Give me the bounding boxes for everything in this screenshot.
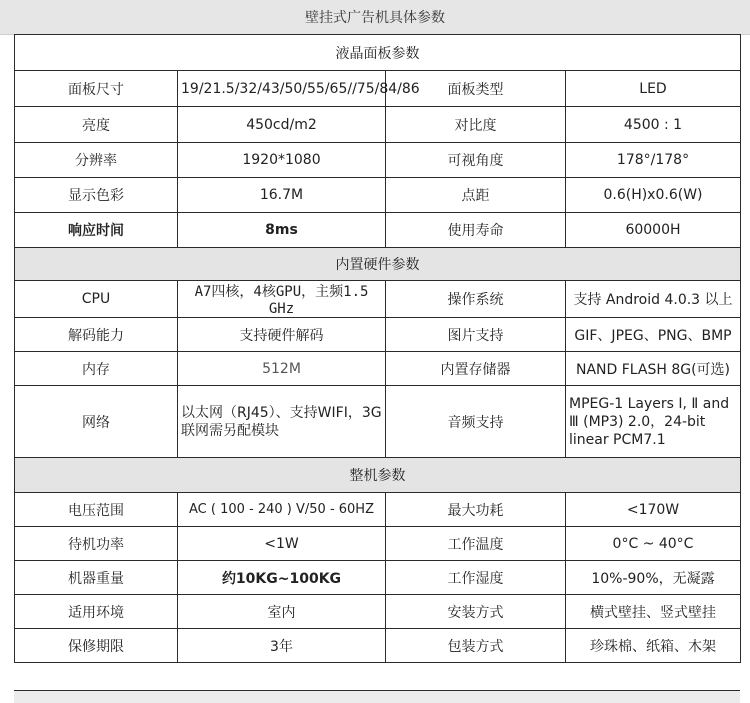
- param-value: 约10KG~100KG: [178, 561, 386, 595]
- param-label: 音频支持: [386, 386, 566, 458]
- param-value: 8ms: [178, 213, 386, 248]
- param-label: 最大功耗: [386, 493, 566, 527]
- param-value: 支持硬件解码: [178, 318, 386, 352]
- param-label: 机器重量: [15, 561, 178, 595]
- table-row: [15, 71, 741, 107]
- param-label: 包装方式: [386, 629, 566, 663]
- param-value: 0.6(H)x0.6(W): [566, 178, 741, 213]
- param-label: 工作湿度: [386, 561, 566, 595]
- param-value: 横式壁挂、竖式壁挂: [566, 595, 741, 629]
- table-row: [15, 318, 741, 352]
- param-value: 支持 Android 4.0.3 以上: [566, 281, 741, 318]
- table-row: [15, 143, 741, 178]
- param-value: 19/21.5/32/43/50/55/65//75/84/86: [178, 71, 386, 107]
- table-row: [15, 629, 741, 663]
- table-row: [15, 561, 741, 595]
- param-label: 保修期限: [15, 629, 178, 663]
- param-value: 60000H: [566, 213, 741, 248]
- param-label: 可视角度: [386, 143, 566, 178]
- table-row: [15, 493, 741, 527]
- param-value: <170W: [566, 493, 741, 527]
- table-row: [15, 281, 741, 318]
- param-value: A7四核，4核GPU，主频1.5 GHz: [178, 281, 386, 318]
- param-label: 使用寿命: [386, 213, 566, 248]
- table-row: [15, 386, 741, 458]
- param-value: 450cd/m2: [178, 107, 386, 143]
- param-label: 安装方式: [386, 595, 566, 629]
- next-section-edge: [14, 690, 740, 703]
- table-row: [15, 352, 741, 386]
- param-label: 显示色彩: [15, 178, 178, 213]
- section-title: 液晶面板参数: [15, 35, 741, 71]
- param-value: 16.7M: [178, 178, 386, 213]
- param-value: 室内: [178, 595, 386, 629]
- param-label: CPU: [15, 281, 178, 318]
- param-label: 点距: [386, 178, 566, 213]
- table-row: [15, 178, 741, 213]
- spec-table: [14, 34, 741, 663]
- param-label: 面板类型: [386, 71, 566, 107]
- param-label: 面板尺寸: [15, 71, 178, 107]
- param-value: GIF、JPEG、PNG、BMP: [566, 318, 741, 352]
- param-label: 电压范围: [15, 493, 178, 527]
- param-value: LED: [566, 71, 741, 107]
- param-label: 工作温度: [386, 527, 566, 561]
- param-value: 0°C ~ 40°C: [566, 527, 741, 561]
- param-value: AC ( 100 - 240 ) V/50 - 60HZ: [178, 493, 386, 527]
- param-label: 内存: [15, 352, 178, 386]
- section-header-machine: [15, 458, 741, 493]
- param-value: 珍珠棉、纸箱、木架: [566, 629, 741, 663]
- param-label: 解码能力: [15, 318, 178, 352]
- param-value: 178°/178°: [566, 143, 741, 178]
- param-label: 待机功率: [15, 527, 178, 561]
- param-label: 适用环境: [15, 595, 178, 629]
- page-title: 壁挂式广告机具体参数: [0, 0, 750, 35]
- section-header-lcd: [15, 35, 741, 71]
- param-value: 1920*1080: [178, 143, 386, 178]
- param-value: 3年: [178, 629, 386, 663]
- param-value: <1W: [178, 527, 386, 561]
- section-title: 整机参数: [15, 458, 741, 493]
- param-value: MPEG-1 Layers Ⅰ, Ⅱ and Ⅲ (MP3) 2.0，24-bit linear PCM7.1: [566, 386, 741, 458]
- section-header-hardware: [15, 248, 741, 281]
- param-label: 图片支持: [386, 318, 566, 352]
- table-row: [15, 595, 741, 629]
- param-value: 以太网（RJ45）、支持WIFI，3G联网需另配模块: [178, 386, 386, 458]
- table-row: [15, 107, 741, 143]
- param-value: 4500 : 1: [566, 107, 741, 143]
- param-label: 响应时间: [15, 213, 178, 248]
- param-value: NAND FLASH 8G(可选): [566, 352, 741, 386]
- section-title: 内置硬件参数: [15, 248, 741, 281]
- table-row: [15, 213, 741, 248]
- param-label: 对比度: [386, 107, 566, 143]
- param-label: 操作系统: [386, 281, 566, 318]
- param-label: 网络: [15, 386, 178, 458]
- param-value: 512M: [178, 352, 386, 386]
- param-value: 10%-90%，无凝露: [566, 561, 741, 595]
- param-label: 亮度: [15, 107, 178, 143]
- param-label: 分辨率: [15, 143, 178, 178]
- table-row: [15, 527, 741, 561]
- param-label: 内置存储器: [386, 352, 566, 386]
